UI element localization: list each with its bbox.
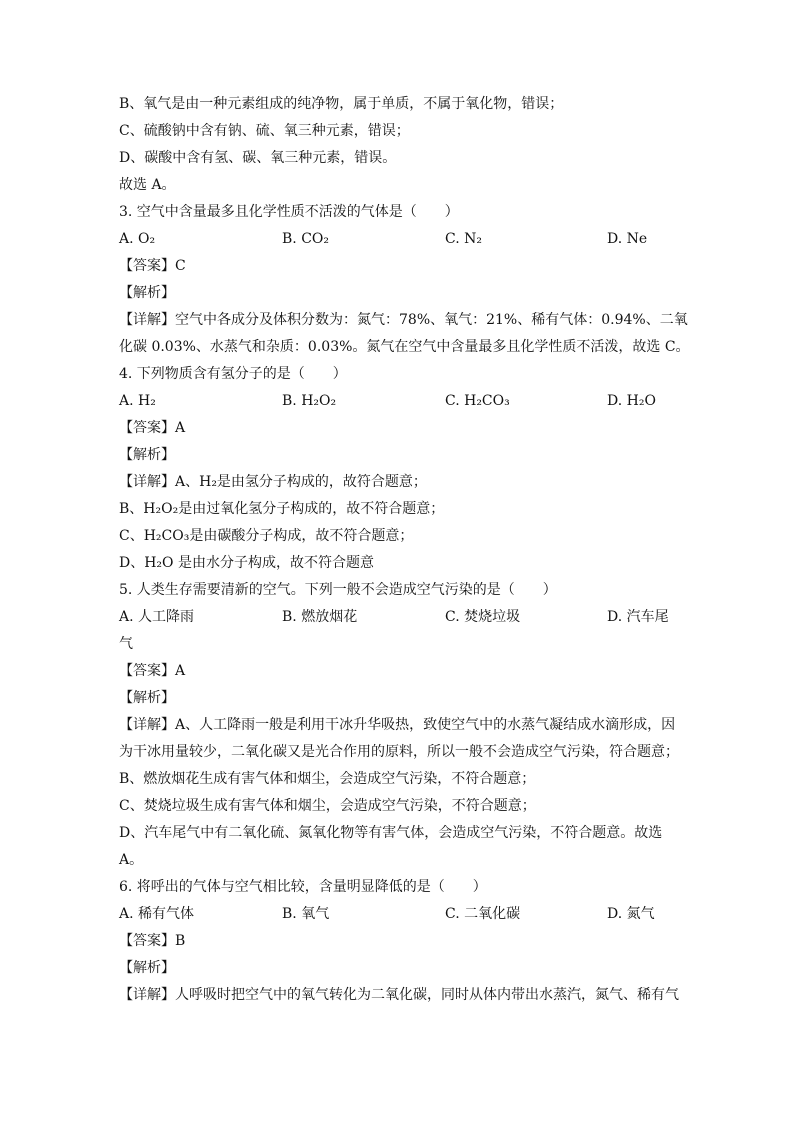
option-a: A. O₂ [119, 231, 156, 247]
answer-label: 【答案】C [119, 258, 186, 274]
analysis-label: 【解析】 [119, 285, 175, 301]
option-c: C. H₂CO₃ [445, 393, 510, 409]
option-a: A. 人工降雨 [119, 609, 195, 625]
option-d: D. H₂O [607, 393, 656, 409]
solution-line: B、氧气是由一种元素组成的纯净物，属于单质，不属于氧化物，错误； [119, 96, 564, 112]
option-b: B. H₂O₂ [282, 393, 337, 409]
question-stem: 3. 空气中含量最多且化学性质不活泼的气体是（ ） [119, 204, 459, 220]
options-row [119, 226, 689, 253]
answer-label: 【答案】A [119, 663, 186, 679]
solution-line: 为干冰用量较少，二氧化碳又是光合作用的原料，所以一般不会造成空气污染，符合题意； [119, 744, 679, 760]
analysis-label: 【解析】 [119, 447, 175, 463]
options-row [119, 388, 689, 415]
option-d-wrap: 气 [119, 636, 133, 652]
analysis-label: 【解析】 [119, 690, 175, 706]
option-a: A. 稀有气体 [119, 906, 195, 922]
solution-line: 【详解】空气中各成分及体积分数为：氮气：78%、氧气：21%、稀有气体：0.94%、二氧 [119, 312, 688, 328]
solution-line: C、硫酸钠中含有钠、硫、氧三种元素，错误； [119, 123, 410, 139]
solution-line: C、H₂CO₃是由碳酸分子构成，故不符合题意； [119, 528, 414, 544]
option-a: A. H₂ [119, 393, 156, 409]
solution-conclusion: 故选 A。 [119, 177, 176, 193]
option-c: C. 焚烧垃圾 [445, 609, 521, 625]
option-c: C. 二氧化碳 [445, 906, 521, 922]
options-row [119, 901, 689, 928]
solution-line: D、H₂O 是由水分子构成，故不符合题意 [119, 555, 374, 571]
answer-label: 【答案】A [119, 420, 186, 436]
option-b: B. 氧气 [282, 906, 330, 922]
question-stem: 6. 将呼出的气体与空气相比较，含量明显降低的是（ ） [119, 879, 487, 895]
solution-line: D、碳酸中含有氢、碳、氧三种元素，错误。 [119, 150, 397, 166]
answer-label: 【答案】B [119, 933, 186, 949]
solution-line: 化碳 0.03%、水蒸气和杂质：0.03%。氮气在空气中含量最多且化学性质不活泼，故选 C。 [119, 339, 690, 355]
solution-line: A。 [119, 852, 144, 868]
document-page [119, 91, 689, 1009]
solution-line: 【详解】A、H₂是由氢分子构成的，故符合题意； [119, 474, 427, 490]
analysis-label: 【解析】 [119, 960, 175, 976]
option-b: B. CO₂ [282, 231, 329, 247]
solution-line: B、H₂O₂是由过氧化氢分子构成的，故不符合题意； [119, 501, 445, 517]
solution-line: D、汽车尾气中有二氧化硫、氮氧化物等有害气体，会造成空气污染，不符合题意。故选 [119, 825, 663, 841]
option-d: D. 汽车尾 [607, 609, 669, 625]
option-b: B. 燃放烟花 [282, 609, 358, 625]
solution-line: 【详解】人呼吸时把空气中的氧气转化为二氧化碳，同时从体内带出水蒸汽，氮气、稀有气 [119, 987, 679, 1003]
solution-line: C、焚烧垃圾生成有害气体和烟尘，会造成空气污染，不符合题意； [119, 798, 536, 814]
solution-line: B、燃放烟花生成有害气体和烟尘，会造成空气污染，不符合题意； [119, 771, 536, 787]
option-d: D. 氮气 [607, 906, 655, 922]
option-d: D. Ne [607, 231, 648, 247]
solution-line: 【详解】A、人工降雨一般是利用干冰升华吸热，致使空气中的水蒸气凝结成水滴形成，因 [119, 717, 676, 733]
option-c: C. N₂ [445, 231, 482, 247]
options-row [119, 604, 689, 631]
question-stem: 5. 人类生存需要清新的空气。下列一般不会造成空气污染的是（ ） [119, 582, 557, 598]
question-stem: 4. 下列物质含有氢分子的是（ ） [119, 366, 347, 382]
